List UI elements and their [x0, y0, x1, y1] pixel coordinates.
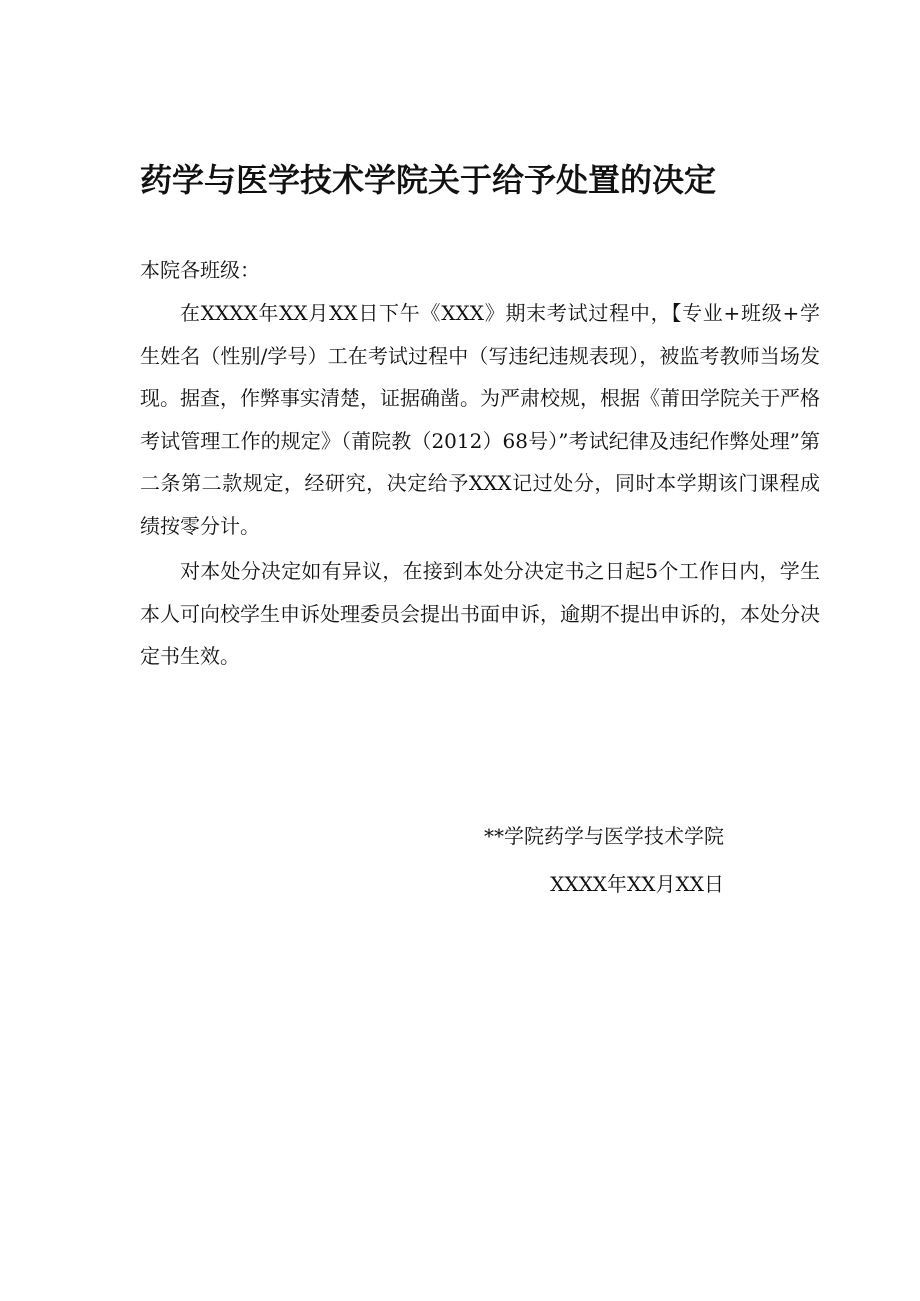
body-paragraph-appeal: 对本处分决定如有异议，在接到本处分决定书之日起5个工作日内，学生本人可向校学生申诉处理委员会提出书面申诉，逾期不提出申诉的，本处分决定书生效。 [140, 559, 820, 668]
signature-date: XXXX年XX月XX日 [550, 872, 724, 896]
body-paragraph-violation: 在XXXX年XX月XX日下午《XXX》期末考试过程中，【专业+班级+学生姓名（性别/学号）工在考试过程中（写违纪违规表现），被监考教师当场发现。据查，作弊事实清楚，证据确凿。为严肃校规，根据《莆田学院关于严格考试管理工作的规定》（莆院教（2012）68号）”考试纪律及违纪作弊处理”第二条第二款规定，经研究，决定给予XXX记过处分，同时本学期该门课程成绩按零分计。 [140, 301, 820, 538]
salutation: 本院各班级： [140, 258, 260, 282]
document-title: 药学与医学技术学院关于给予处置的决定 [140, 161, 717, 199]
signature-organization: **学院药学与医学技术学院 [484, 824, 724, 848]
